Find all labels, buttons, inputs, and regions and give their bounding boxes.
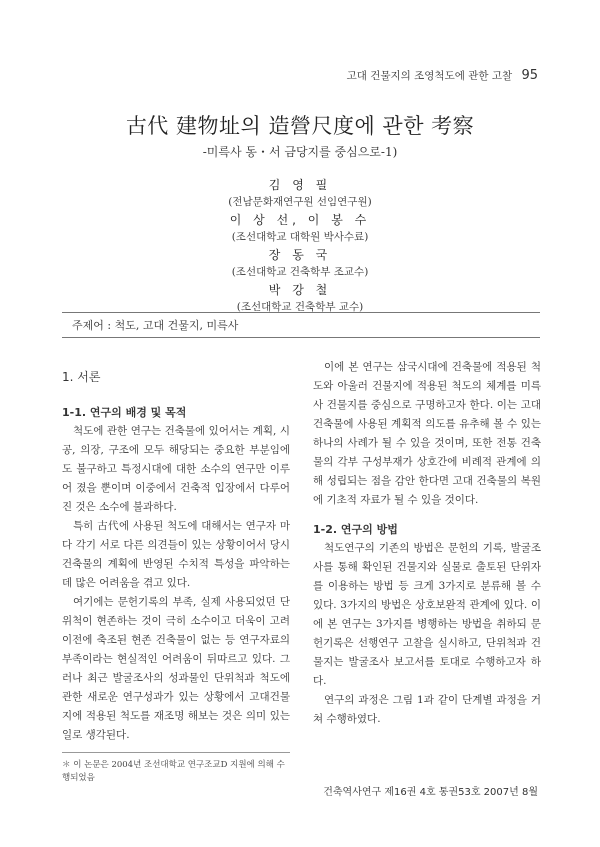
left-column	[62, 358, 290, 745]
paper-subtitle: -미륵사 동・서 금당지를 중심으로-1)	[202, 145, 398, 159]
section-heading: 1. 서론	[62, 370, 101, 384]
subsection-heading: 1-1. 연구의 배경 및 목적	[62, 406, 187, 419]
keywords-box: 주제어 : 척도, 고대 건물지, 미륵사	[62, 312, 540, 338]
author-name: 박 강 철	[268, 283, 332, 297]
right-column	[313, 358, 541, 729]
paragraph: 척도에 관한 연구는 건축물에 있어서는 계획, 시공, 의장, 구조에 모두 해당되는 중요한 부분임에도 불구하고 특정시대에 대한 소수의 연구만 이루어 졌을 뿐이며 이중에서 건축적 입장에서 다루어진 것은 소수에 불과하다.	[62, 425, 290, 513]
page-number: 95	[521, 68, 538, 83]
running-header	[347, 68, 538, 83]
title-block	[0, 110, 600, 160]
author-list	[0, 176, 600, 316]
author-name: 김 영 필	[268, 178, 332, 192]
author-name: 장 동 국	[268, 248, 332, 262]
journal-footer: 건축역사연구 제16권 4호 통권53호 2007년 8월	[323, 787, 538, 798]
footnote: ＊ 이 논문은 2004년 조선대학교 연구조교D 지원에 의해 수행되었음	[62, 752, 290, 785]
author-name: 이 상 선, 이 봉 수	[229, 213, 371, 227]
paragraph: 척도연구의 기존의 방법은 문헌의 기록, 발굴조사를 통해 확인된 건물지와 실물로 출토된 단위자를 이용하는 방법 등 크게 3가지로 분류해 볼 수 있다. 3가지의 방법은 상호보완적 관계에 있다. 이에 본 연구는 3가지를 병행하는 방법을 취하되 문헌기록은 선행연구 고찰을 실시하고, 단위척과 건물지는 발굴조사 보고서를 토대로 수행하고자 하다.	[313, 542, 541, 687]
author-affiliation: (조선대학교 건축학부 교수)	[236, 301, 364, 313]
paragraph: 특히 古代에 사용된 척도에 대해서는 연구자 마다 각기 서로 다른 의견들이 있는 상황이어서 당시 건축물의 계획에 반영된 수치적 특성을 파악하는데 많은 어려움을 겪고 있다.	[62, 520, 290, 589]
paragraph: 여기에는 문헌기록의 부족, 실제 사용되었던 단위척이 현존하는 것이 극히 소수이고 더욱이 고려이전에 축조된 현존 건축물이 없는 등 연구자료의 부족이라는 현실적인 어려움이 뒤따르고 있다. 그러나 최근 발굴조사의 성과물인 단위척과 척도에 관한 새로운 연구성과가 있는 상황에서 고대건물지에 적용된 척도를 재조명 해보는 것은 의미 있는 일로 생각된다.	[62, 596, 290, 741]
running-title: 고대 건물지의 조영척도에 관한 고찰	[346, 70, 513, 82]
paper-title: 古代 建物址의 造營尺度에 관한 考察	[125, 114, 475, 138]
paragraph: 이에 본 연구는 삼국시대에 건축물에 적용된 척도와 아울러 건물지에 적용된 척도의 체계를 미륵사 건물지를 중심으로 구명하고자 한다. 이는 고대 건축물에 사용된 계획적 의도를 유추해 볼 수 있는 하나의 사례가 될 수 있을 것이며, 또한 전통 건축물의 각부 구성부재가 상호간에 비례적 관계에 의해 성립되는 점을 감안 한다면 고대 건축물의 복원에 기초적 자료가 될 수 있을 것이다.	[313, 361, 541, 506]
paragraph: 연구의 과정은 그림 1과 같이 단계별 과정을 거쳐 수행하였다.	[313, 694, 541, 725]
author-affiliation: (조선대학교 건축학부 조교수)	[231, 266, 369, 278]
subsection-heading: 1-2. 연구의 방법	[313, 523, 398, 536]
author-affiliation: (조선대학교 대학원 박사수료)	[231, 231, 369, 243]
author-affiliation: (전남문화재연구원 선임연구원)	[228, 196, 372, 208]
